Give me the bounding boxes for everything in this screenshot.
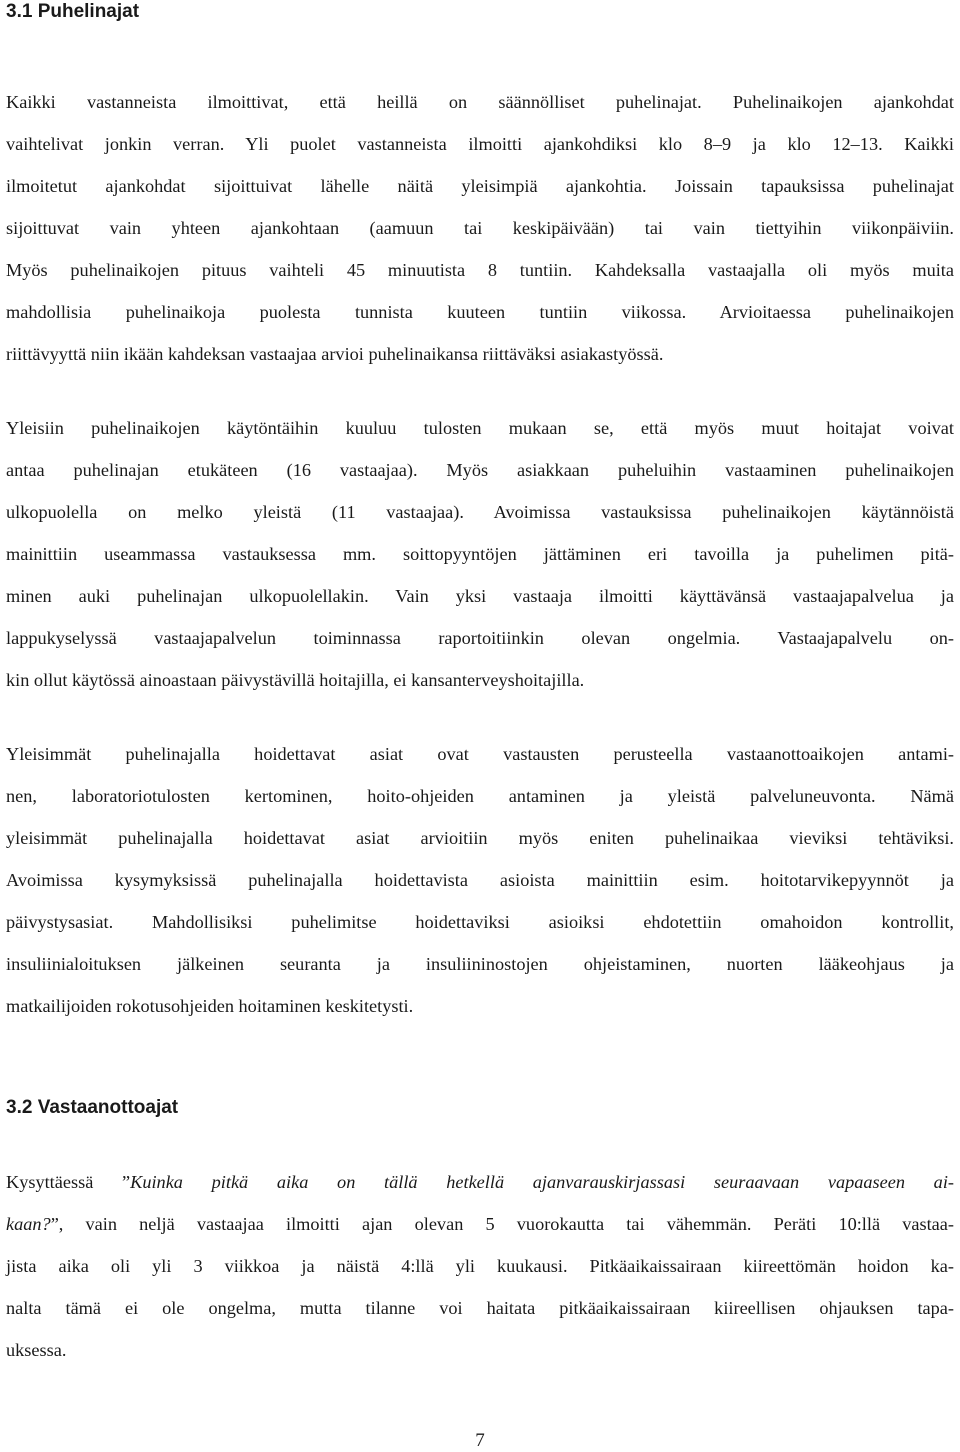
text-line: uksessa. — [6, 1340, 67, 1360]
quoted-question: Kuinka pitkä aika on tällä hetkellä ajanvarauskirjassasi seuraavaan vapaaseen ai- — [130, 1172, 954, 1192]
text-line: lappukyselyssä vastaajapalvelun toiminnassa raportoitiinkin olevan ongelmia. Vastaajapalvelu on- — [6, 628, 954, 648]
text-line: ulkopuolella on melko yleistä (11 vastaajaa). Avoimissa vastauksissa puhelinaikojen käytännöistä — [6, 502, 954, 522]
text-line: Kaikki vastanneista ilmoittivat, että heillä on säännölliset puhelinajat. Puhelinaikojen ajankohdat — [6, 92, 954, 112]
page-number: 7 — [475, 1430, 485, 1451]
text-line: jista aika oli yli 3 viikkoa ja näistä 4:llä yli kuukausi. Pitkäaikaissairaan kiireettömän hoidon ka- — [6, 1256, 954, 1276]
text-line: minen auki puhelinajan ulkopuolellakin. Vain yksi vastaaja ilmoitti käyttävänsä vastaajapalvelua ja — [6, 586, 954, 606]
text-line: vaihtelivat jonkin verran. Yli puolet vastanneista ilmoitti ajankohdiksi klo 8–9 ja klo 12–13. Kaikki — [6, 134, 954, 154]
text-line: riittävyyttä niin ikään kahdeksan vastaajaa arvioi puhelinaikansa riittäväksi asiakastyössä. — [6, 344, 664, 364]
text-line: antaa puhelinajan etukäteen (16 vastaajaa). Myös asiakkaan puheluihin vastaaminen puhelinaikojen — [6, 460, 954, 480]
text-line: mahdollisia puhelinaikoja puolesta tunnista kuuteen tuntiin viikossa. Arvioitaessa puhelinaikojen — [6, 302, 954, 322]
text-line — [6, 1161, 954, 1203]
paragraph-vastaanottoajat — [6, 1161, 954, 1371]
section-heading-3-1: 3.1 Puhelinajat — [6, 1, 140, 22]
text-fragment: ”, vain neljä vastaajaa ilmoitti ajan olevan 5 vuorokautta tai vähemmän. Peräti 10:llä vastaa- — [50, 1214, 954, 1234]
text-line: nalta tämä ei ole ongelma, mutta tilanne voi haitata pitkäaikaissairaan kiireellisen ohjauksen tapa- — [6, 1298, 954, 1318]
text-fragment: Kysyttäessä ” — [6, 1172, 131, 1192]
text-line: Myös puhelinaikojen pituus vaihteli 45 minuutista 8 tuntiin. Kahdeksalla vastaajalla oli myös muita — [6, 260, 954, 280]
text-line: matkailijoiden rokotusohjeiden hoitaminen keskitetysti. — [6, 996, 414, 1016]
text-line: nen, laboratoriotulosten kertominen, hoito-ohjeiden antaminen ja yleistä palveluneuvonta. Nämä — [6, 786, 954, 806]
text-line: sijoittuvat vain yhteen ajankohtaan (aamuun tai keskipäivään) tai vain tiettyihin viikonpäiviin. — [6, 218, 954, 238]
quoted-question-end: kaan? — [6, 1214, 51, 1234]
text-line — [6, 1203, 954, 1245]
text-line: päivystysasiat. Mahdollisiksi puhelimitse hoidettaviksi asioiksi ehdotettiin omahoidon kontrollit, — [6, 912, 954, 932]
text-line: ilmoitetut ajankohdat sijoittuivat lähelle näitä yleisimpiä ajankohtia. Joissain tapauksissa puhelinajat — [6, 176, 954, 196]
text-line: Yleisimmät puhelinajalla hoidettavat asiat ovat vastausten perusteella vastaanottoaikojen antami- — [6, 744, 954, 764]
paragraph-puhelinajat-1 — [6, 81, 954, 375]
section-heading-3-2: 3.2 Vastaanottoajat — [6, 1097, 179, 1118]
paragraph-puhelinajat-3 — [6, 733, 954, 1027]
text-line: yleisimmät puhelinajalla hoidettavat asiat arvioitiin myös eniten puhelinaikaa vieviksi tehtäviksi. — [6, 828, 954, 848]
text-line: Avoimissa kysymyksissä puhelinajalla hoidettavista asioista mainittiin esim. hoitotarvikepyynnöt ja — [6, 870, 954, 890]
paragraph-puhelinajat-2 — [6, 407, 954, 701]
text-line: Yleisiin puhelinaikojen käytöntäihin kuuluu tulosten mukaan se, että myös muut hoitajat voivat — [6, 418, 954, 438]
text-line: mainittiin useammassa vastauksessa mm. soittopyyntöjen jättäminen eri tavoilla ja puhelimen pitä- — [6, 544, 954, 564]
text-line: kin ollut käytössä ainoastaan päivystävillä hoitajilla, ei kansanterveyshoitajilla. — [6, 670, 585, 690]
text-line: insuliinialoituksen jälkeinen seuranta ja insuliininostojen ohjeistaminen, nuorten lääkeohjaus ja — [6, 954, 954, 974]
